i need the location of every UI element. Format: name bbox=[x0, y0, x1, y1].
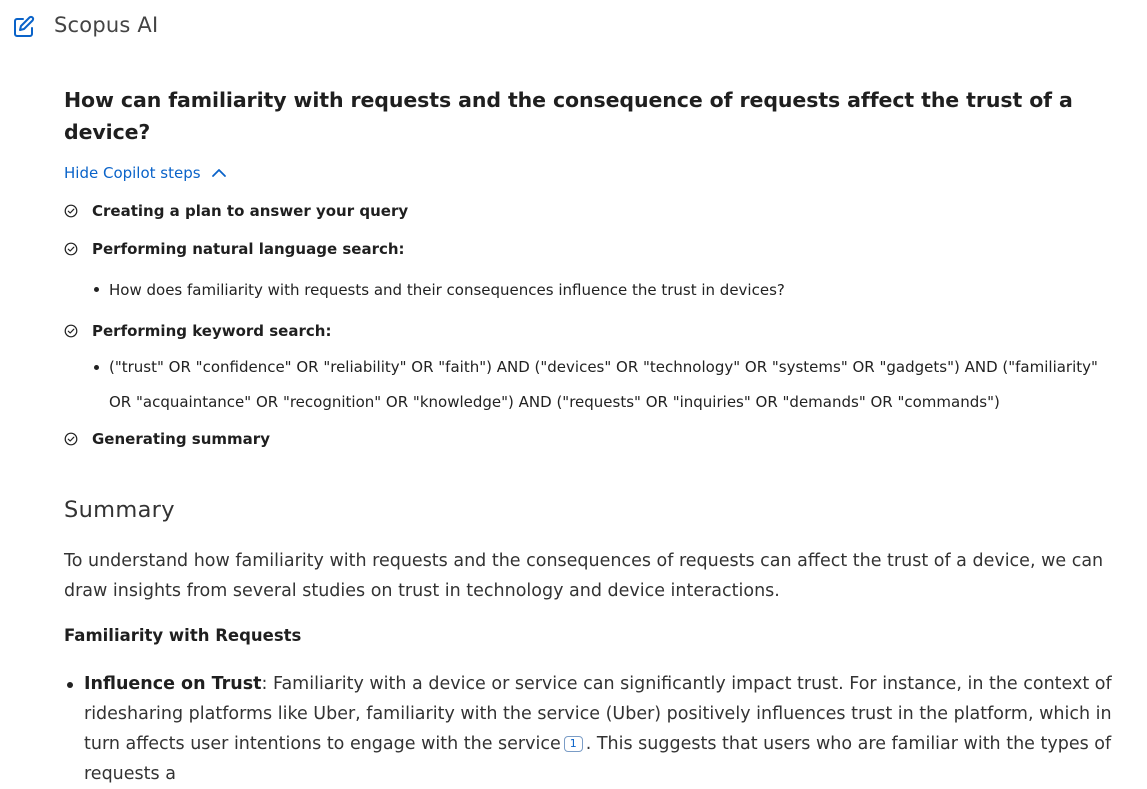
copilot-step bbox=[64, 192, 1124, 230]
app-title: Scopus AI bbox=[54, 13, 159, 37]
summary-bullets bbox=[64, 669, 1124, 789]
keyword-queries bbox=[64, 350, 1124, 420]
bullet-text: : Familiarity with a device or service can significantly impact trust. For instance, in the context of ridesharing platforms like Uber, familiarity with the service (Uber) positively influences trust in the platform, which in turn affects user intentions to engage with the service bbox=[84, 674, 1112, 754]
bullet-text-cont: . This suggests that users who are familiar with the types of requests a bbox=[84, 734, 1112, 784]
summary-heading: Summary bbox=[64, 497, 175, 523]
step-label: Generating summary bbox=[92, 430, 270, 448]
reference-link[interactable]: 1 bbox=[564, 736, 583, 752]
query-heading: How can familiarity with requests and the consequence of requests affect the trust of a device? bbox=[64, 88, 1073, 144]
toggle-label: Hide Copilot steps bbox=[64, 164, 201, 182]
top-bar bbox=[0, 0, 1147, 56]
hide-copilot-steps-toggle[interactable] bbox=[64, 160, 227, 186]
check-circle-icon bbox=[64, 204, 78, 218]
check-circle-icon bbox=[64, 432, 78, 446]
keyword-query-item: ("trust" OR "confidence" OR "reliability" OR "faith") AND ("devices" OR "technology" OR "systems" OR "gadgets") AND ("familiarity" OR "acquaintance" OR "recognition" OR "knowledge") AND ("requests" OR "inquiries" OR "demands" OR "commands") bbox=[92, 350, 1124, 420]
edit-pencil-icon[interactable] bbox=[12, 15, 36, 39]
natural-language-queries bbox=[64, 268, 1124, 312]
step-label: Performing natural language search: bbox=[92, 240, 405, 258]
summary-bullet bbox=[64, 669, 1124, 789]
step-label: Creating a plan to answer your query bbox=[92, 202, 409, 220]
copilot-step bbox=[64, 230, 1124, 268]
search-query-item: How does familiarity with requests and their consequences influence the trust in devices? bbox=[92, 268, 1124, 312]
section-title: Familiarity with Requests bbox=[64, 626, 302, 645]
answer-panel bbox=[64, 84, 1124, 789]
bullet-term: Influence on Trust bbox=[84, 674, 262, 694]
copilot-steps bbox=[64, 192, 1124, 458]
summary-intro: To understand how familiarity with requests and the consequences of requests can affect the trust of a device, we can draw insights from several studies on trust in technology and device interactions. bbox=[64, 551, 1104, 601]
copilot-step bbox=[64, 312, 1124, 350]
step-label: Performing keyword search: bbox=[92, 322, 332, 340]
chevron-up-icon bbox=[211, 167, 227, 179]
check-circle-icon bbox=[64, 242, 78, 256]
copilot-step bbox=[64, 420, 1124, 458]
check-circle-icon bbox=[64, 324, 78, 338]
